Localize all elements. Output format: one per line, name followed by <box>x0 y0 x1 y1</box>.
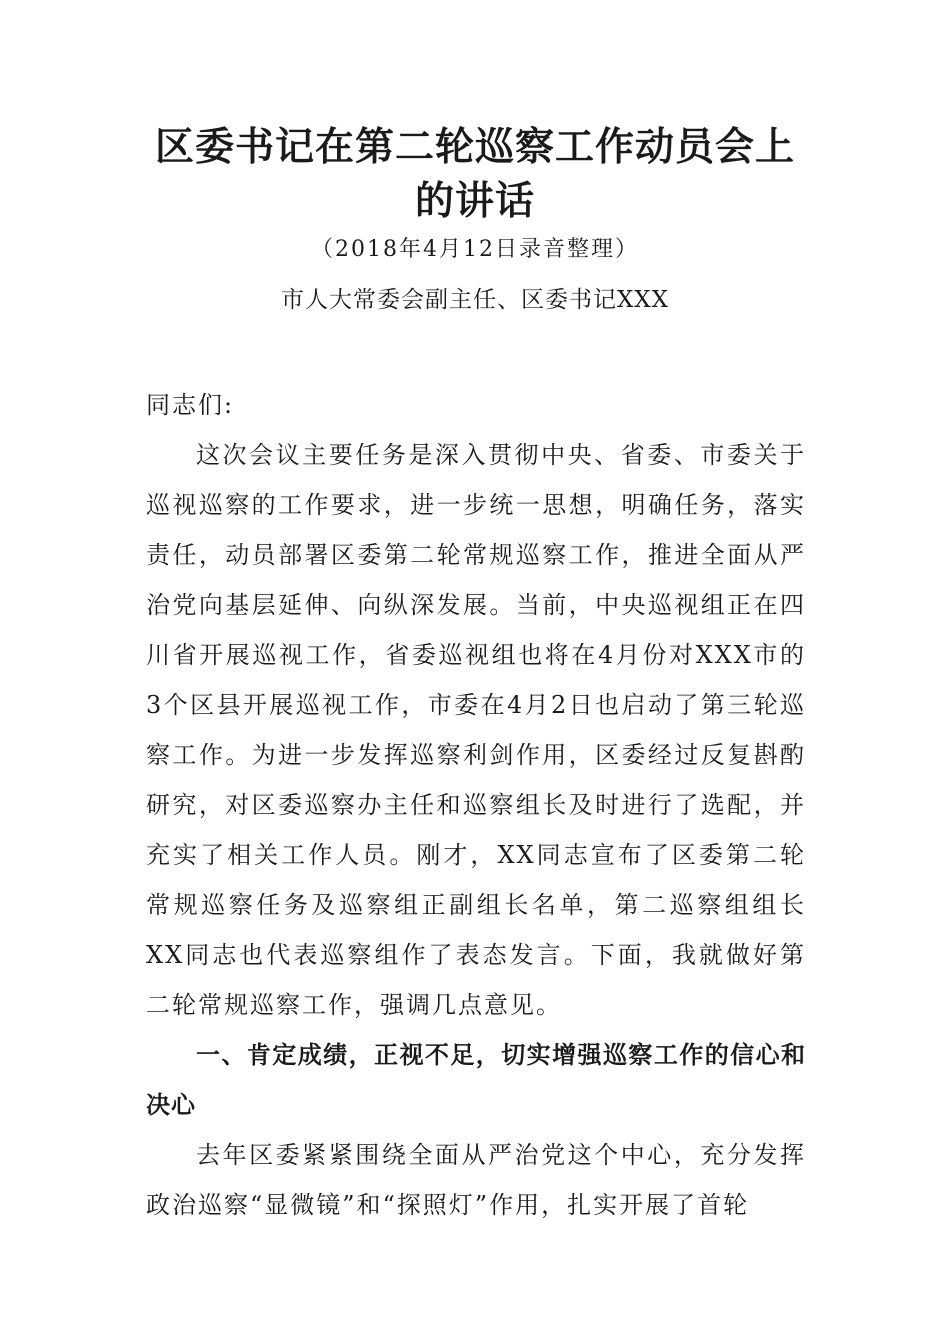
speaker-line: 市人大常委会副主任、区委书记XXX <box>280 287 670 313</box>
document-body <box>146 380 806 1230</box>
body-paragraph: 去年区委紧紧围绕全面从严治党这个中心，充分发挥政治巡察“显微镜”和“探照灯”作用，扎实开展了首轮 <box>146 1141 806 1219</box>
document-title: 区委书记在第二轮巡察工作动员会上的讲话 <box>154 124 795 224</box>
body-paragraph: 这次会议主要任务是深入贯彻中央、省委、市委关于巡视巡察的工作要求，进一步统一思想，明确任务，落实责任，动员部署区委第二轮常规巡察工作，推进全面从严治党向基层延伸、向纵深发展。当前，中央巡视组正在四川省开展巡视工作，省委巡视组也将在4月份对XXX市的3个区县开展巡视工作，市委在4月2日也启动了第三轮巡察工作。为进一步发挥巡察利剑作用，区委经过反复斟酌研究，对区委巡察办主任和巡察组长及时进行了选配，并充实了相关工作人员。刚才，XX同志宣布了区委第二轮常规巡察任务及巡察组正副组长名单，第二巡察组组长XX同志也代表巡察组作了表态发言。下面，我就做好第二轮常规巡察工作，强调几点意见。 <box>146 441 806 1019</box>
document-date-note: （2018年4月12日录音整理） <box>311 237 639 262</box>
salutation: 同志们: <box>146 391 235 419</box>
section-heading: 一、肯定成绩，正视不足，切实增强巡察工作的信心和决心 <box>146 1041 806 1119</box>
